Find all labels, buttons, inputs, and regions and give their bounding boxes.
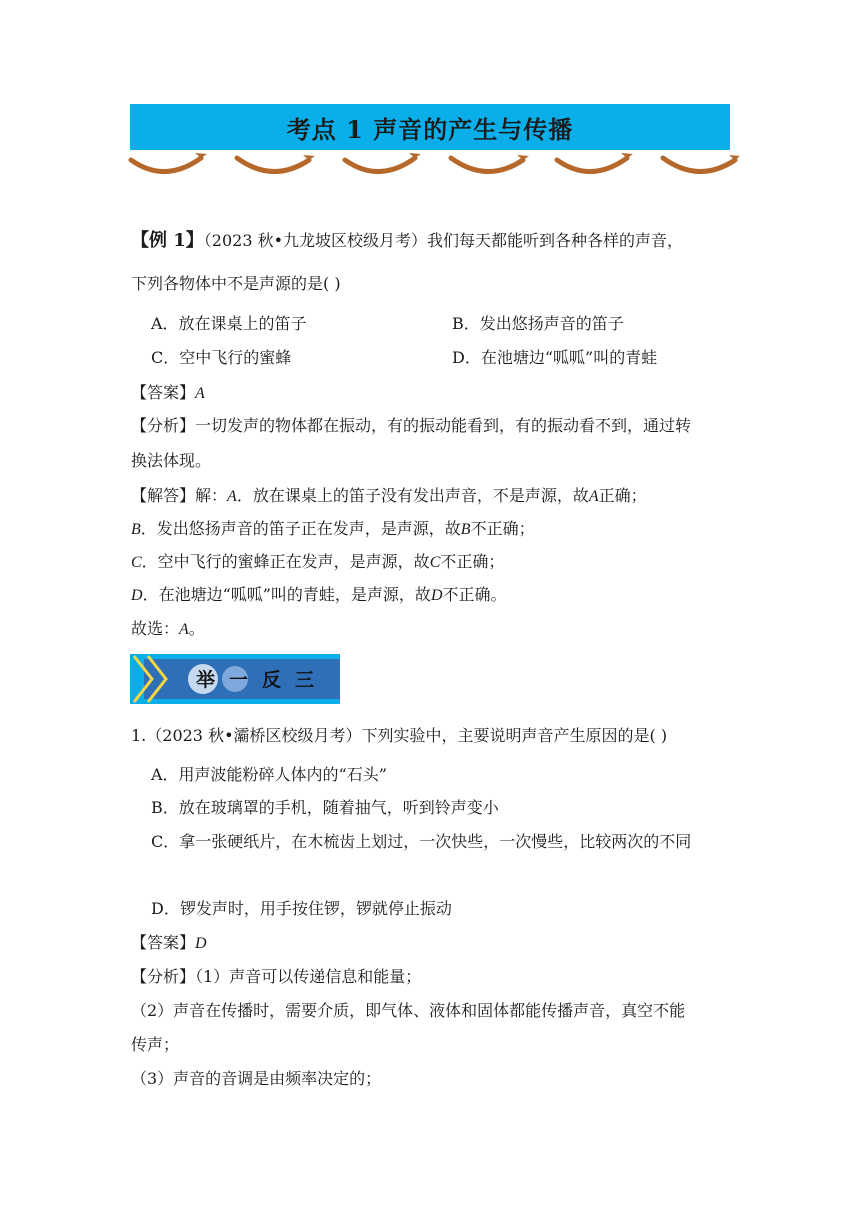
arc-4 — [451, 158, 523, 172]
q1-analysis-line2: （2）声音在传播时，需要介质，即气体、液体和固体都能传播声音，真空不能 — [131, 1001, 686, 1020]
example-solution-line-b — [131, 518, 535, 541]
q1-answer-label: 【答案】 — [131, 933, 196, 952]
arc-2 — [237, 158, 309, 172]
answer-label: 【答案】 — [131, 383, 196, 402]
example-label: 【例 1】 — [131, 230, 204, 251]
q1-option-d: D．锣发声时，用手按住锣，锣就停止振动 — [151, 899, 452, 918]
solution-letter-d: D — [131, 587, 143, 604]
q1-analysis-line1 — [131, 966, 421, 988]
solution-letter-a2: A — [588, 488, 599, 505]
arc-6 — [663, 158, 735, 172]
example-option-c: C．空中飞行的蜜蜂 — [151, 348, 292, 367]
solution-result-b: 不正确； — [470, 519, 535, 538]
example-answer — [131, 382, 205, 405]
solution-text-b: ．发出悠扬声音的笛子正在发声，是声源，故 — [140, 519, 461, 538]
solution-result-c: 不正确； — [440, 552, 505, 571]
q1-option-c: C．拿一张硬纸片，在木梳齿上划过，一次快些，一次慢些，比较两次的不同 — [151, 832, 692, 851]
answer-value: A — [195, 385, 205, 402]
q1-stem: 1.（2023 秋•灞桥区校级月考）下列实验中，主要说明声音产生原因的是( ) — [131, 726, 668, 745]
q1-answer-value: D — [195, 935, 207, 952]
solution-letter-c: C — [131, 554, 142, 571]
example-solution-line1 — [131, 485, 647, 508]
badge-char-3: 反 — [262, 669, 296, 691]
example-question-line1 — [131, 230, 683, 252]
badge-char-1: 举 — [196, 669, 230, 691]
example-option-b: B．发出悠扬声音的笛子 — [452, 314, 624, 333]
choice-value: A — [179, 621, 189, 638]
example-analysis-line2: 换法体现。 — [131, 451, 212, 470]
solution-prefix: 解： — [195, 486, 228, 505]
badge-char-4: 三 — [295, 669, 329, 691]
example-solution-line-c — [131, 551, 504, 574]
solution-text-c: ．空中飞行的蜜蜂正在发声，是声源，故 — [141, 552, 430, 571]
q1-analysis-text-1: （1）声音可以传递信息和能量； — [195, 967, 422, 986]
solution-result-d: 不正确。 — [442, 585, 507, 604]
example-analysis-line1 — [131, 415, 691, 437]
solution-label: 【解答】 — [131, 486, 196, 505]
q1-analysis-line3: 传声； — [131, 1035, 180, 1054]
q1-option-b: B．放在玻璃罩的手机，随着抽气，听到铃声变小 — [151, 798, 499, 817]
solution-letter-d2: D — [430, 587, 443, 604]
q1-analysis-label: 【分析】 — [131, 967, 196, 986]
example-question-line2: 下列各物体中不是声源的是( ) — [131, 274, 341, 293]
example-choice — [131, 618, 205, 641]
solution-result-a: 正确； — [598, 486, 647, 505]
arc-1 — [131, 158, 201, 172]
solution-letter-b: B — [131, 521, 141, 538]
example-solution-line-d — [131, 584, 507, 607]
decorative-arcs — [125, 150, 740, 185]
choice-end: 。 — [188, 619, 205, 638]
q1-option-a: A．用声波能粉碎人体内的“石头” — [151, 765, 387, 784]
topic-title: 考点 1 声音的产生与传播 — [286, 114, 574, 144]
analysis-text: 一切发声的物体都在振动，有的振动能看到，有的振动看不到，通过转 — [195, 416, 692, 435]
q1-answer — [131, 932, 207, 955]
solution-letter-b2: B — [460, 521, 471, 538]
analysis-label: 【分析】 — [131, 416, 196, 435]
topic-banner — [130, 104, 730, 150]
example-option-a: A．放在课桌上的笛子 — [151, 314, 307, 333]
section-badge-text — [196, 665, 328, 692]
arc-3 — [345, 158, 415, 172]
q1-analysis-line4: （3）声音的音调是由频率决定的； — [131, 1069, 382, 1088]
badge-char-2: 一 — [229, 669, 263, 691]
choice-label: 故选： — [131, 619, 180, 638]
example-source-text: （2023 秋•九龙坡区校级月考）我们每天都能听到各种各样的声音， — [203, 231, 684, 250]
solution-letter-a: A — [227, 488, 237, 505]
solution-text-a: ．放在课桌上的笛子没有发出声音，不是声源，故 — [236, 486, 589, 505]
solution-text-d: ．在池塘边“呱呱”叫的青蛙，是声源，故 — [142, 585, 431, 604]
solution-letter-c2: C — [429, 554, 441, 571]
arc-5 — [557, 158, 627, 172]
example-option-d: D．在池塘边“呱呱”叫的青蛙 — [452, 348, 658, 367]
